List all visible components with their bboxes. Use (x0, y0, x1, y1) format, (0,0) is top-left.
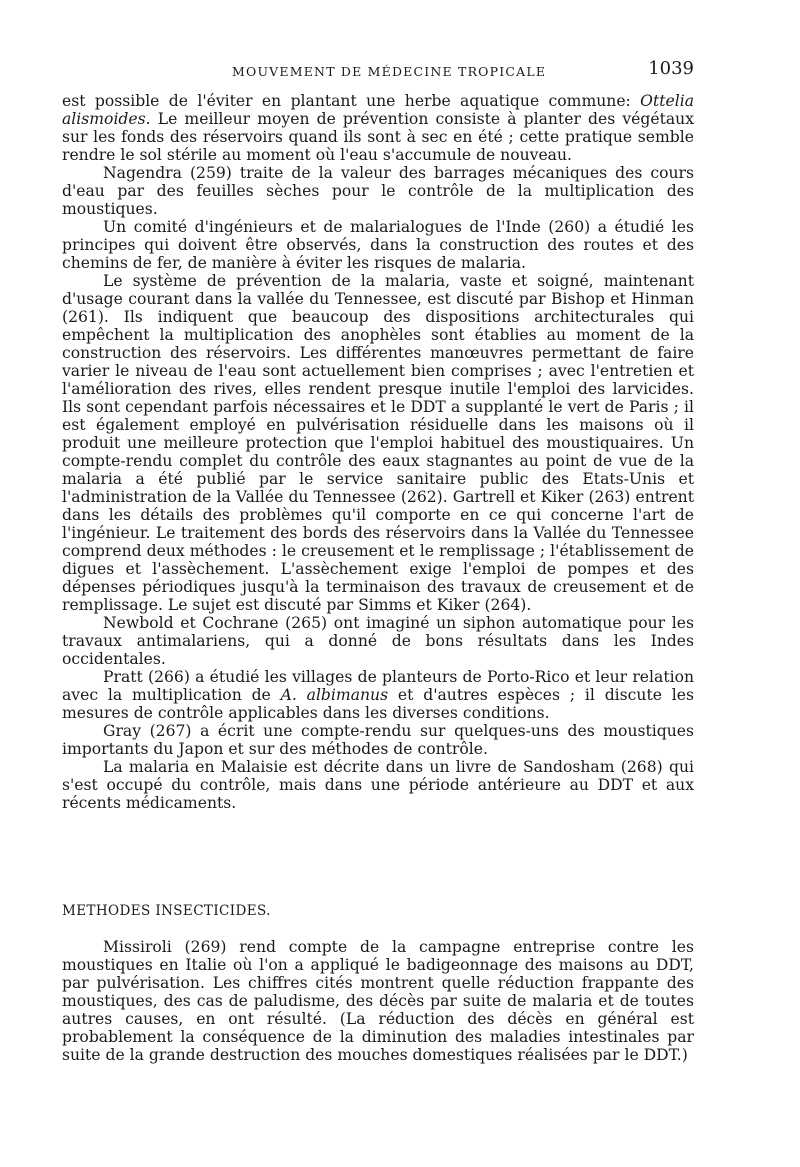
paragraph-malaisie: La malaria en Malaisie est décrite dans un livre de Sandosham (268) qui s'est occupé du contrôle, mais dans une période antérieure au DDT et aux récents médicaments. (62, 758, 694, 812)
paragraph-missiroli: Missiroli (269) rend compte de la campagne entreprise contre les moustiques en Italie où l'on a appliqué le badigeonnage des maisons au DDT, par pulvérisation. Les chiffres cités montrent quelle réduction frappante des moustiques, des cas de paludisme, des décès par suite de malaria et de toutes autres causes, en ont résulté. (La réduction des décès en général est probablement la conséquence de la diminution des maladies intestinales par suite de la grande destruction des mouches domestiques réalisées par le DDT.) (62, 938, 694, 1064)
page-header (62, 58, 694, 86)
page-number: 1039 (648, 58, 694, 79)
running-title: MOUVEMENT DE MÉDECINE TROPICALE (232, 64, 547, 79)
body-text (62, 92, 694, 812)
paragraph-continuation: est possible de l'éviter en plantant une herbe aquatique commune: Ottelia alismoides. Le meilleur moyen de prévention consiste à planter des végétaux sur les fonds des réservoirs quand ils sont à sec en été ; cette pratique semble rendre le sol stérile au moment où l'eau s'accumule de nouveau. (62, 92, 694, 164)
section-heading: METHODES INSECTICIDES. (62, 903, 271, 919)
paragraph-comite: Un comité d'ingénieurs et de malarialogues de l'Inde (260) a étudié les principes qui doivent être observés, dans la construction des routes et des chemins de fer, de manière à éviter les risques de malaria. (62, 218, 694, 272)
species-name: A. albimanus (280, 686, 389, 704)
paragraph-nagendra: Nagendra (259) traite de la valeur des barrages mécaniques des cours d'eau par des feuilles sèches pour le contrôle de la multiplication des moustiques. (62, 164, 694, 218)
paragraph-gray: Gray (267) a écrit une compte-rendu sur quelques-uns des moustiques importants du Japon et sur des méthodes de contrôle. (62, 722, 694, 758)
species-name: Ottelia alismoides (62, 92, 694, 128)
paragraph-newbold: Newbold et Cochrane (265) ont imaginé un siphon automatique pour les travaux antimalariens, qui a donné de bons résultats dans les Indes occidentales. (62, 614, 694, 668)
section-body (62, 938, 694, 1064)
paragraph-pratt: Pratt (266) a étudié les villages de planteurs de Porto-Rico et leur relation avec la multiplication de A. albimanus et d'autres espèces ; il discute les mesures de contrôle applicables dans les diverses conditions. (62, 668, 694, 722)
paragraph-tennessee: Le système de prévention de la malaria, vaste et soigné, maintenant d'usage courant dans la vallée du Tennessee, est discuté par Bishop et Hinman (261). Ils indiquent que beaucoup des dispositions architecturales qui empêchent la multiplication des anophèles sont établies au moment de la construction des réservoirs. Les différentes manœuvres permettant de faire varier le niveau de l'eau sont actuellement bien comprises ; avec l'entretien et l'amélioration des rives, elles rendent presque inutile l'emploi des larvicides. Ils sont cependant parfois nécessaires et le DDT a supplanté le vert de Paris ; il est également employé en pulvérisation résiduelle dans les maisons où il produit une meilleure protection que l'emploi habituel des moustiquaires. Un compte-rendu complet du contrôle des eaux stagnantes au point de vue de la malaria a été publié par le service sanitaire public des Etats-Unis et l'administration de la Vallée du Tennessee (262). Gartrell et Kiker (263) entrent dans les détails des problèmes qu'il comporte en ce qui concerne l'art de l'ingénieur. Le traitement des bords des réservoirs dans la Vallée du Tennessee comprend deux méthodes : le creusement et le remplissage ; l'établissement de digues et l'assèchement. L'assèchement exige l'emploi de pompes et des dépenses périodiques jusqu'à la terminaison des travaux de creusement et de remplissage. Le sujet est discuté par Simms et Kiker (264). (62, 272, 694, 614)
